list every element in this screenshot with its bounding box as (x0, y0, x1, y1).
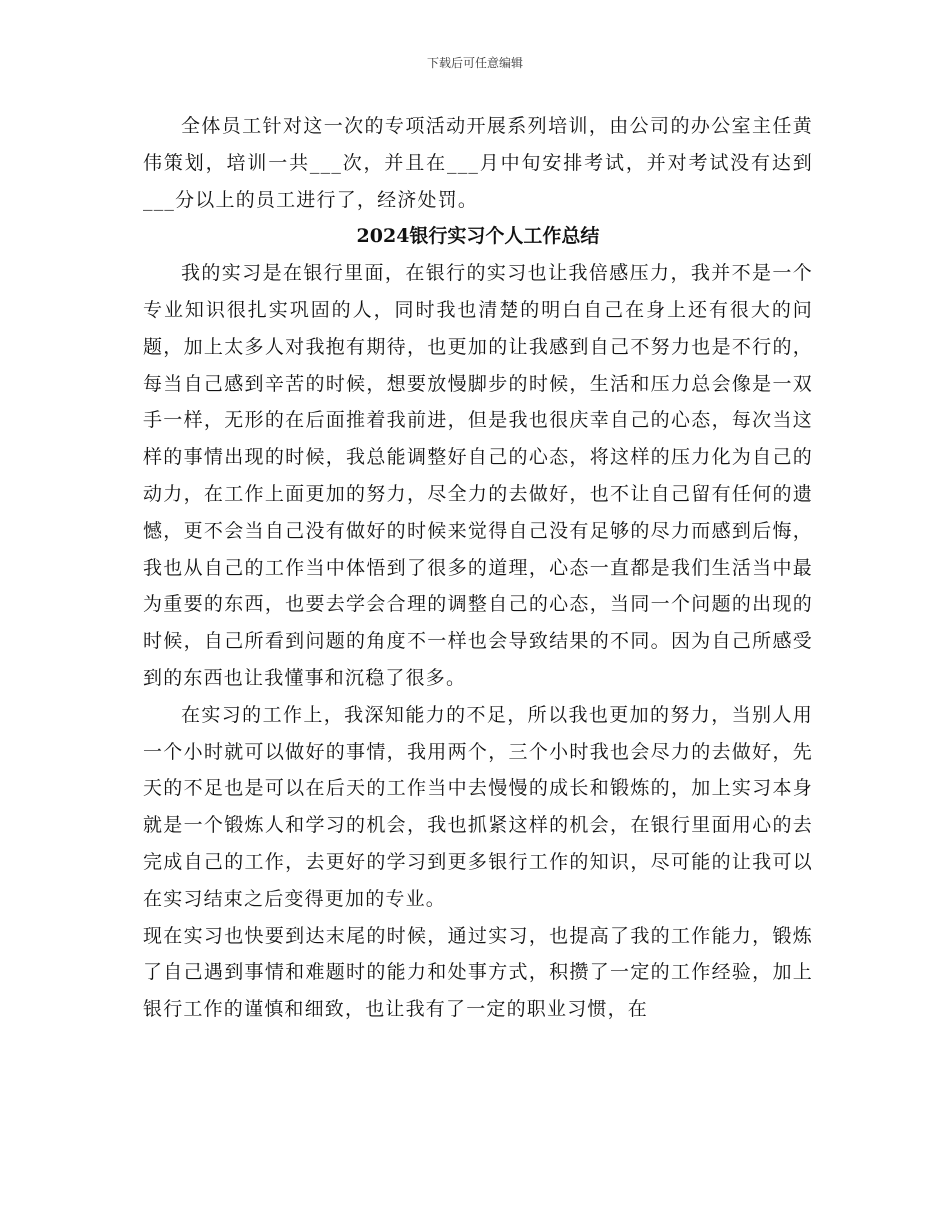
page-header: 下载后可任意编辑 (426, 56, 523, 70)
paragraph-internship-summary: 现在实习也快要到达末尾的时候，通过实习，也提高了我的工作能力，锻炼了自己遇到事情和难题时的能力和处事方式，积攒了一定的工作经验，加上银行工作的谨慎和细致，也让我有了一定的职业习惯，在 (143, 924, 813, 1021)
paragraph-internship-effort: 在实习的工作上，我深知能力的不足，所以我也更加的努力，当别人用一个小时就可以做好的事情，我用两个，三个小时我也会尽力的去做好，先天的不足也是可以在后天的工作当中去慢慢的成长和锻炼的，加上实习本身就是一个锻炼人和学习的机会，我也抓紧这样的机会，在银行里面用心的去完成自己的工作，去更好的学习到更多银行工作的知识，尽可能的让我可以在实习结束之后变得更加的专业。 (143, 703, 813, 910)
section-title: 2024银行实习个人工作总结 (356, 225, 600, 248)
paragraph-internship-mindset: 我的实习是在银行里面，在银行的实习也让我倍感压力，我并不是一个专业知识很扎实巩固的人，同时我也清楚的明白自己在身上还有很大的问题，加上太多人对我抱有期待，也更加的让我感到自己不努力也是不行的，每当自己感到辛苦的时候，想要放慢脚步的时候，生活和压力总会像是一双手一样，无形的在后面推着我前进，但是我也很庆幸自己的心态，每次当这样的事情出现的时候，我总能调整好自己的心态，将这样的压力化为自己的动力，在工作上面更加的努力，尽全力的去做好，也不让自己留有任何的遗憾，更不会当自己没有做好的时候来觉得自己没有足够的尽力而感到后悔，我也从自己的工作当中体悟到了很多的道理，心态一直都是我们生活当中最为重要的东西，也要去学会合理的调整自己的心态，当同一个问题的出现的时候，自己所看到问题的角度不一样也会导致结果的不同。因为自己所感受到的东西也让我懂事和沉稳了很多。 (143, 262, 813, 689)
paragraph-training: 全体员工针对这一次的专项活动开展系列培训，由公司的办公室主任黄伟策划，培训一共___次，并且在___月中旬安排考试，并对考试没有达到___分以上的员工进行了，经济处罚。 (143, 115, 813, 211)
document-body (143, 108, 813, 1028)
